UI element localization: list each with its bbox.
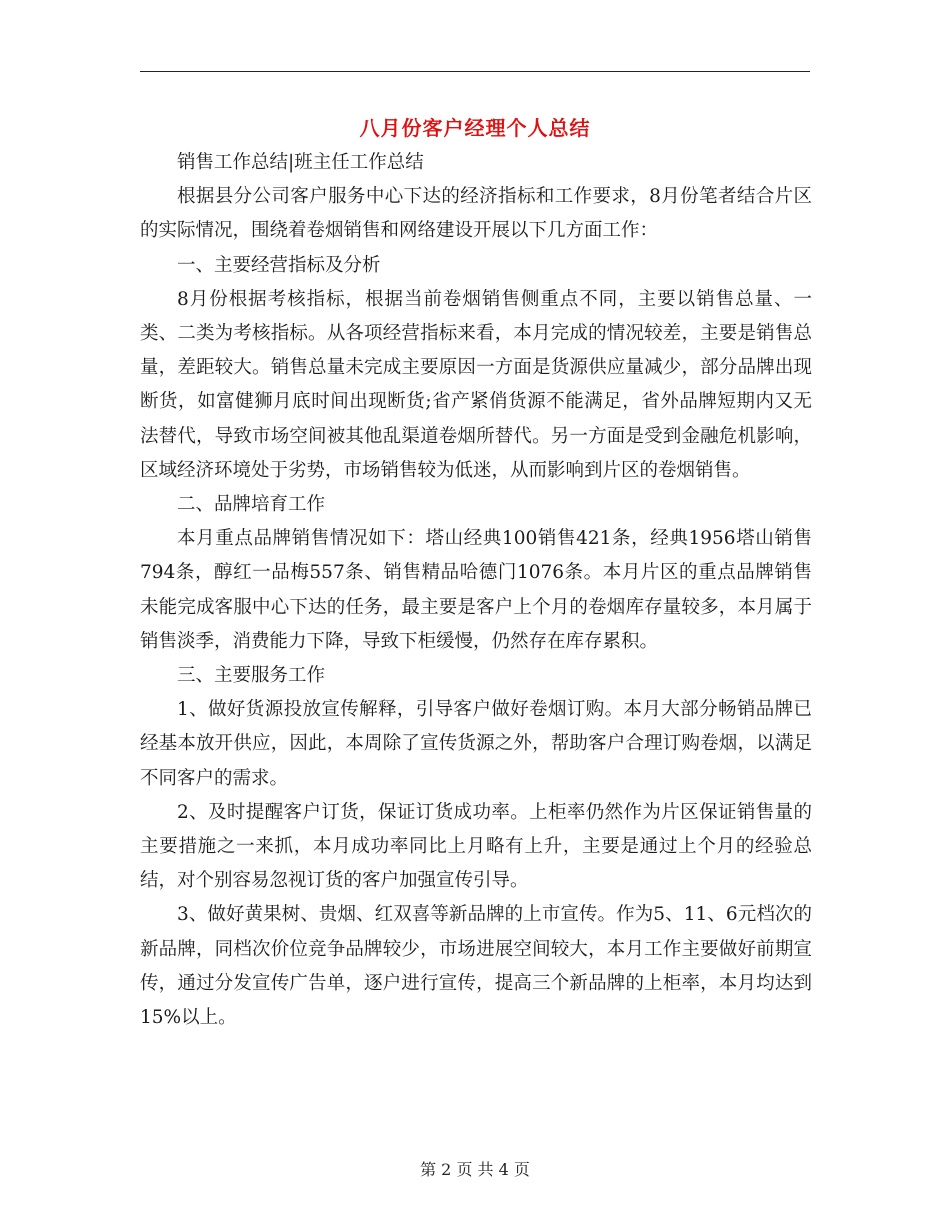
section-heading-1: 一、主要经营指标及分析 — [177, 254, 381, 276]
paragraph-brands: 本月重点品牌销售情况如下：塔山经典100销售421条，经典1956塔山销售794条，醇红一品梅557条、销售精品哈德门1076条。本月片区的重点品牌销售未能完成客服中心下达的任务，最主要是客户上个月的卷烟库存量较多，本月属于销售淡季，消费能力下降，导致下柜缓慢，仍然存在库存累积。 — [140, 528, 812, 652]
page-footer: 第 2 页 共 4 页 — [420, 1160, 530, 1179]
paragraph-indicators: 8月份根据考核指标，根据当前卷烟销售侧重点不同，主要以销售总量、一类、二类为考核指标。从各项经营指标来看，本月完成的情况较差，主要是销售总量，差距较大。销售总量未完成主要原因一方面是货源供应量减少，部分品牌出现断货，如富健狮月底时间出现断货;省产紧俏货源不能满足，省外品牌短期内又无法替代，导致市场空间被其他乱渠道卷烟所替代。另一方面是受到金融危机影响，区域经济环境处于劣势，市场销售较为低迷，从而影响到片区的卷烟销售。 — [140, 288, 812, 481]
paragraph-service-3: 3、做好黄果树、贵烟、红双喜等新品牌的上市宣传。作为5、11、6元档次的新品牌，同档次价位竞争品牌较少，市场进展空间较大，本月工作主要做好前期宣传，通过分发宣传广告单，逐户进行宣传，提高三个新品牌的上柜率，本月均达到15%以上。 — [140, 904, 812, 1029]
paragraph-service-2: 2、及时提醒客户订货，保证订货成功率。上柜率仍然作为片区保证销售量的主要措施之一来抓，本月成功率同比上月略有上升，主要是通过上个月的经验总结，对个别容易忽视订货的客户加强宣传引导。 — [140, 801, 812, 892]
paragraph-intro: 根据县分公司客户服务中心下达的经济指标和工作要求，8月份笔者结合片区的实际情况，围绕着卷烟销售和网络建设开展以下几方面工作： — [140, 186, 812, 242]
paragraph-category: 销售工作总结|班主任工作总结 — [177, 152, 424, 173]
document-title: 八月份客户经理个人总结 — [359, 116, 591, 140]
section-heading-2: 二、品牌培育工作 — [177, 494, 326, 516]
header-rule — [140, 71, 810, 72]
paragraph-service-1: 1、做好货源投放宣传解释，引导客户做好卷烟订购。本月大部分畅销品牌已经基本放开供应，因此，本周除了宣传货源之外，帮助客户合理订购卷烟，以满足不同客户的需求。 — [140, 699, 812, 789]
section-heading-3: 三、主要服务工作 — [177, 665, 326, 687]
document-body — [140, 146, 812, 1035]
